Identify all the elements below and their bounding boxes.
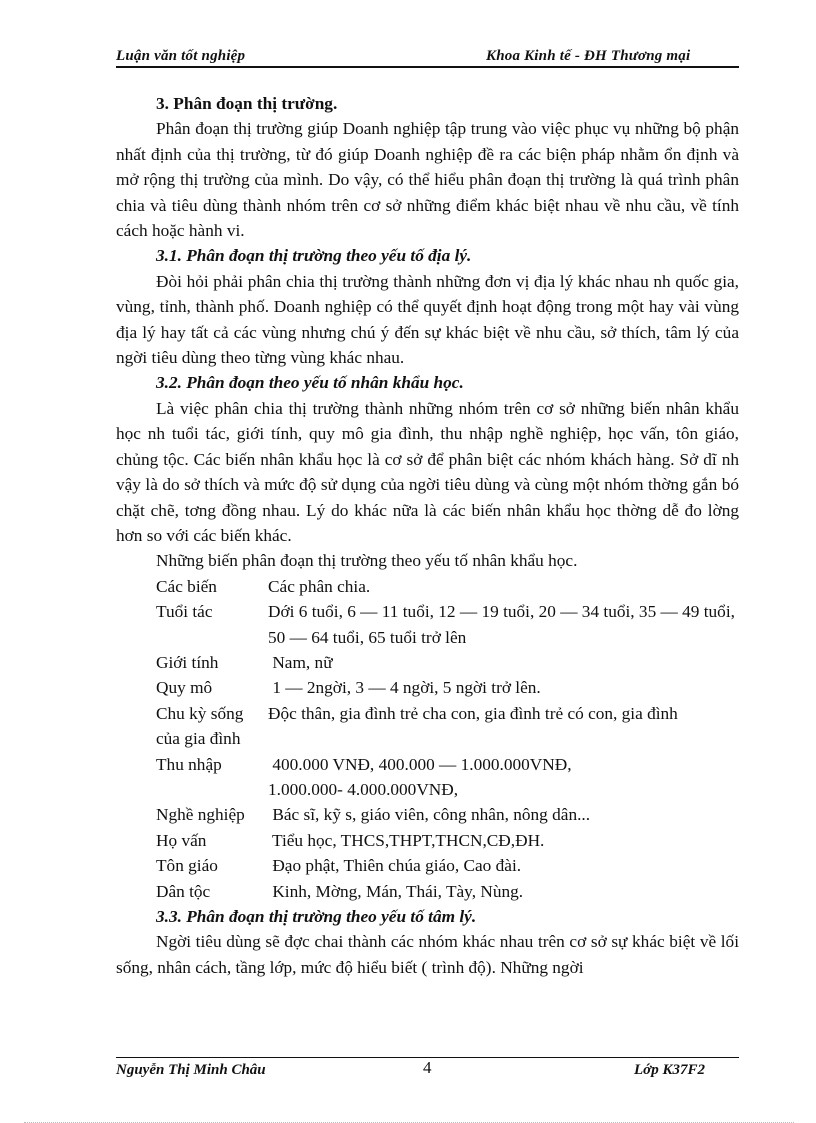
variable-value: Nam, nữ xyxy=(268,652,333,672)
paragraph: Đòi hỏi phải phân chia thị trường thành những đơn vị địa lý khác nhau nh quốc gia, vùng, tỉnh, thành phố. Doanh nghiệp có thể quyết định hoạt động trong một hay vài vùng địa lý hay tất cả các vùng nhưng chú ý đến sự khác biệt về nhu cầu, sở thích, tâm lý của ngời tiêu dùng theo từng vùng khác nhau. xyxy=(116,271,739,368)
section-title: 3. Phân đoạn thị trường. xyxy=(156,94,338,113)
variable-value: Các phân chia. xyxy=(268,576,371,596)
variable-label: Dân tộc xyxy=(156,881,211,901)
variable-label: Giới tính xyxy=(156,652,219,672)
variable-value: Dới 6 tuổi, 6 — 11 tuổi, 12 — 19 tuổi, 20 — 34 tuổi, 35 — 49 tuổi, xyxy=(268,602,735,622)
subsection-title: 3.3. Phân đoạn thị trường theo yếu tố tâm lý. xyxy=(156,907,477,926)
variable-label: Quy mô xyxy=(156,678,213,698)
table-row-continuation: 1.000.000- 4.000.000VNĐ, xyxy=(268,779,459,799)
table-row xyxy=(116,802,739,827)
variable-label: Họ vấn xyxy=(156,830,207,850)
paragraph: Những biến phân đoạn thị trường theo yếu tố nhân khẩu học. xyxy=(156,551,578,571)
table-row xyxy=(116,574,739,599)
header-rule xyxy=(116,66,739,68)
subsection-title: 3.2. Phân đoạn theo yếu tố nhân khẩu học. xyxy=(156,373,464,393)
variable-label: Các biến xyxy=(156,576,217,596)
variable-value: Độc thân, gia đình trẻ cha con, gia đình trẻ có con, gia đình xyxy=(268,703,678,723)
page-body xyxy=(116,91,739,980)
variable-label: Thu nhập xyxy=(156,754,222,774)
table-row xyxy=(116,752,739,777)
variable-value: 1 — 2ngời, 3 — 4 ngời, 5 ngời trở lên. xyxy=(268,678,541,698)
table-row xyxy=(116,879,739,904)
variable-label: Chu kỳ sống của gia đình xyxy=(156,703,244,749)
variable-label: Tuổi tác xyxy=(156,602,213,622)
footer-author: Nguyễn Thị Minh Châu xyxy=(116,1062,266,1078)
variable-label: Tôn giáo xyxy=(156,856,218,876)
variable-value: 400.000 VNĐ, 400.000 — 1.000.000VNĐ, xyxy=(268,754,572,774)
table-row xyxy=(116,853,739,878)
table-row xyxy=(116,599,739,624)
subsection-title: 3.1. Phân đoạn thị trường theo yếu tố địa lý. xyxy=(156,246,472,266)
table-row xyxy=(116,701,739,752)
variable-value: Tiểu học, THCS,THPT,THCN,CĐ,ĐH. xyxy=(268,830,545,850)
variable-value: Đạo phật, Thiên chúa giáo, Cao đài. xyxy=(268,856,522,876)
table-row-continuation: 50 — 64 tuổi, 65 tuổi trở lên xyxy=(268,627,467,647)
variable-label: Nghề nghiệp xyxy=(156,805,245,825)
variable-value: Bác sĩ, kỹ s, giáo viên, công nhân, nông dân... xyxy=(268,805,591,825)
variables-table xyxy=(116,574,739,904)
footer-class: Lớp K37F2 xyxy=(634,1062,705,1078)
variable-value: Kinh, Mờng, Mán, Thái, Tày, Nùng. xyxy=(268,881,524,901)
table-row xyxy=(116,675,739,700)
paragraph: Ngời tiêu dùng sẽ đợc chai thành các nhóm khác nhau trên cơ sở sự khác biệt về lối sống, nhân cách, tầng lớp, mức độ hiểu biết ( trình độ). Những ngời xyxy=(116,932,739,977)
table-row xyxy=(116,650,739,675)
page-number: 4 xyxy=(423,1058,432,1077)
paragraph: Phân đoạn thị trường giúp Doanh nghiệp tập trung vào việc phục vụ những bộ phận nhất định của thị trường, từ đó giúp Doanh nghiệp đề ra các biện pháp nhằm ổn định và mở rộng thị trường của mình. Do vậy, có thể hiểu phân đoạn thị trường là quá trình phân chia và tiêu dùng thành nhóm trên cơ sở những điểm khác biệt nhau về nhu cầu, về tính cách hoặc hành vi. xyxy=(116,119,739,241)
paragraph: Là việc phân chia thị trường thành những nhóm trên cơ sở những biến nhân khẩu học nh tuổi tác, giới tính, quy mô gia đình, thu nhập nghề nghiệp, học vấn, tôn giáo, chủng tộc. Các biến nhân khẩu học là cơ sở để phân biệt các nhóm khách hàng. Sở dĩ nh vậy là do sở thích và mức độ sử dụng của ngời tiêu dùng và cùng một nhóm thờng gắn bó chặt chẽ, tơng đồng nhau. Lý do khác nữa là các biến nhân khẩu học thờng dễ đo lờng hơn so với các biến khác. xyxy=(116,398,739,545)
header-left: Luận văn tốt nghiệp xyxy=(116,48,246,64)
header-right: Khoa Kinh tế - ĐH Thương mại xyxy=(486,48,691,64)
table-row xyxy=(116,828,739,853)
